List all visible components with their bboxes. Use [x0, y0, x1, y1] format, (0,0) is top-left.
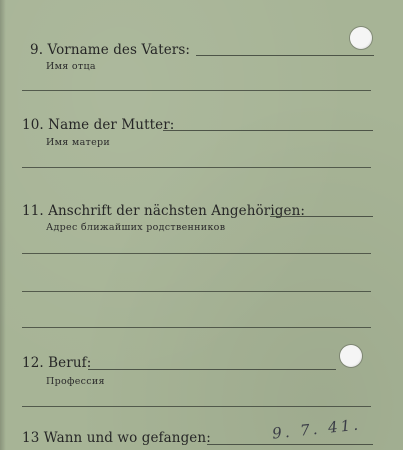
- field-12-extra-line: [22, 406, 371, 407]
- field-11-line-1: [22, 253, 371, 254]
- card-edge-shadow: [0, 0, 6, 450]
- field-13-handwritten-value: 9. 7. 41.: [271, 415, 362, 443]
- field-12-label: 12. Beruf:: [22, 355, 92, 371]
- field-10-line: [163, 130, 373, 131]
- field-9-label-ru: Имя отца: [46, 61, 96, 72]
- punch-hole-top: [350, 27, 372, 49]
- field-13-line: [207, 444, 373, 445]
- field-13-label: 13 Wann und wo gefangen:: [22, 430, 211, 446]
- field-10-extra-line: [22, 167, 371, 168]
- field-9-extra-line: [22, 90, 371, 91]
- field-9-line: [196, 55, 374, 56]
- field-11-label-ru: Адрес ближайших родственников: [46, 222, 226, 233]
- field-11-line: [270, 216, 373, 217]
- field-9-label: 9. Vorname des Vaters:: [30, 42, 191, 58]
- field-10-label: 10. Name der Mutter:: [22, 117, 175, 133]
- punch-hole-middle: [340, 345, 362, 367]
- field-11-line-3: [22, 327, 371, 328]
- field-11-line-2: [22, 291, 371, 292]
- field-12-label-ru: Профессия: [46, 376, 105, 387]
- field-11-label: 11. Anschrift der nächsten Angehörigen:: [22, 203, 306, 219]
- field-12-line: [88, 369, 336, 370]
- field-10-label-ru: Имя матери: [46, 137, 111, 148]
